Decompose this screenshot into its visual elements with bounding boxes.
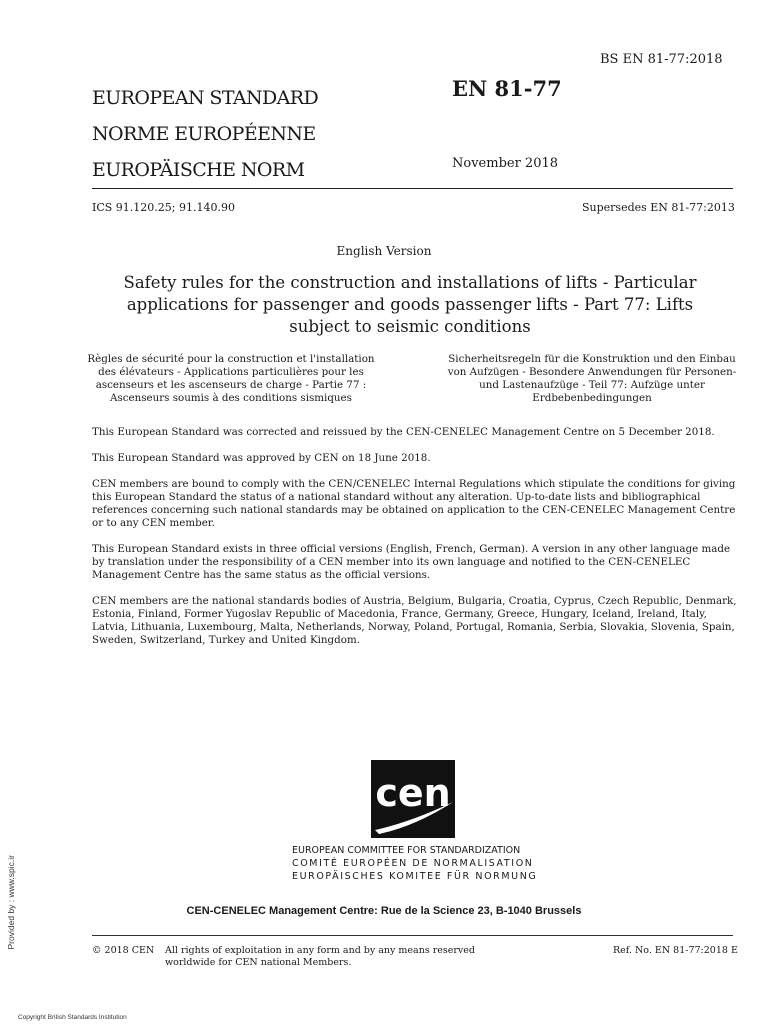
bsi-copyright: Copyright British Standards Institution [18, 1014, 127, 1021]
cen-logo-icon [371, 760, 455, 838]
bs-number: BS EN 81-77:2018 [600, 52, 723, 67]
paragraph-approved: This European Standard was approved by CEN on 18 June 2018. [92, 452, 431, 464]
en-number: EN 81-77 [452, 76, 562, 101]
paragraph-members-bound: CEN members are bound to comply with the CEN/CENELEC Internal Regulations which stipulate the conditions for giving this European Standard the status of a national standard without any alteration. Up-to-date lists and bibliographical references concerning such national standards may be obtained on application to the CEN-CENELEC Management Centre or to any CEN member. [92, 478, 736, 529]
footer-divider [92, 935, 733, 936]
management-centre-address: CEN-CENELEC Management Centre: Rue de la Science 23, B-1040 Brussels [186, 905, 582, 917]
body-text [92, 426, 737, 660]
header-divider [92, 188, 733, 189]
publication-date: November 2018 [452, 156, 559, 171]
paragraph-corrected: This European Standard was corrected and reissued by the CEN-CENELEC Management Centre on 5 December 2018. [92, 426, 715, 438]
committee-fr: COMITÉ EUROPÉEN DE NORMALISATION [292, 858, 534, 869]
title-german: Sicherheitsregeln für die Konstruktion und den Einbau von Aufzügen - Besondere Anwendungen für Personen- und Lastenaufzüge - Teil 77: Aufzüge unter Erdbebenbedingungen [447, 353, 737, 404]
logo-text: cen [375, 771, 451, 815]
provider-note: Provided by : www.spic.ir [6, 855, 16, 950]
paragraph-member-list: CEN members are the national standards bodies of Austria, Belgium, Bulgaria, Croatia, Cyprus, Czech Republic, Denmark, Estonia, Finland, Former Yugoslav Republic of Macedonia, France, Germany, Greece, Hungary, Iceland, Ireland, Italy, Latvia, Lithuania, Luxembourg, Malta, Netherlands, Norway, Poland, Portugal, Romania, Serbia, Slovakia, Slovenia, Spain, Sweden, Switzerland, Turkey and United Kingdom. [92, 595, 737, 646]
paragraph-versions: This European Standard exists in three official versions (English, French, German). A version in any other language made by translation under the responsibility of a CEN member into its own language and notified to the CEN-CENELEC Management Centre has the same status as the official versions. [92, 543, 731, 581]
ics-codes: ICS 91.120.25; 91.140.90 [92, 201, 235, 214]
title-french: Règles de sécurité pour la construction et l'installation des élévateurs - Applications particulières pour les ascenseurs et les ascenseurs de charge - Partie 77 : Ascenseurs soumis à des conditions sismiques [87, 353, 375, 404]
standard-name-fr: NORME EUROPÉENNE [92, 123, 316, 145]
committee-en: EUROPEAN COMMITTEE FOR STANDARDIZATION [292, 845, 521, 856]
rights-statement: All rights of exploitation in any form and by any means reserved worldwide for CEN national Members. [165, 945, 476, 968]
committee-de: EUROPÄISCHES KOMITEE FÜR NORMUNG [292, 871, 538, 882]
standard-names [92, 80, 318, 188]
supersedes-note: Supersedes EN 81-77:2013 [582, 201, 735, 214]
reference-number: Ref. No. EN 81-77:2018 E [613, 945, 738, 956]
committee-names [292, 844, 537, 883]
copyright: © 2018 CEN [92, 945, 155, 956]
standard-name-en: EUROPEAN STANDARD [92, 87, 319, 109]
standard-name-de: EUROPÄISCHE NORM [92, 159, 305, 181]
version-label: English Version [336, 244, 432, 258]
document-title: Safety rules for the construction and installations of lifts - Particular applications for passenger and goods passenger lifts - Part 77: Lifts subject to seismic conditions [123, 273, 697, 336]
